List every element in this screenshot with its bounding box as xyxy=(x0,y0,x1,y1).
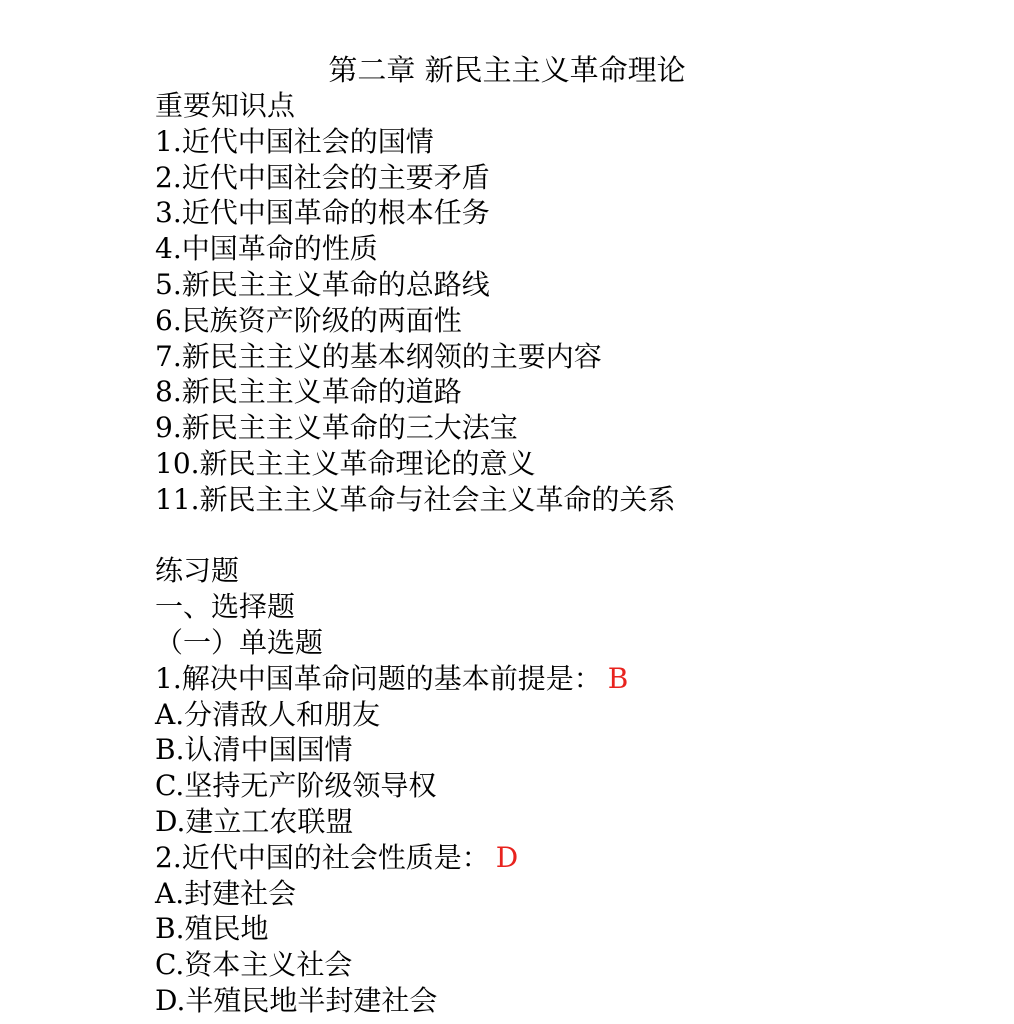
answer-mark: D xyxy=(495,840,519,874)
question-option: C.坚持无产阶级领导权 xyxy=(155,769,437,803)
question-stem xyxy=(155,840,995,876)
key-point-item: 10.新民主主义革命理论的意义 xyxy=(155,446,536,480)
key-point-item: 1.近代中国社会的国情 xyxy=(155,124,434,158)
key-point-item: 8.新民主主义革命的道路 xyxy=(155,375,462,409)
blank-line xyxy=(155,518,995,554)
document-body xyxy=(155,88,995,1019)
chapter-title: 第二章 新民主主义革命理论 xyxy=(328,53,686,87)
question-option: A.封建社会 xyxy=(155,876,297,910)
question-option: A.分清敌人和朋友 xyxy=(155,697,381,731)
key-point-item: 7.新民主主义的基本纲领的主要内容 xyxy=(155,339,602,373)
question-1 xyxy=(155,661,995,840)
question-option: B.认清中国国情 xyxy=(155,733,353,767)
question-option: D.建立工农联盟 xyxy=(155,804,354,838)
key-point-item: 4.中国革命的性质 xyxy=(155,232,378,266)
key-point-item: 6.民族资产阶级的两面性 xyxy=(155,303,462,337)
question-text: 1.解决中国革命问题的基本前提是： xyxy=(155,661,602,695)
key-point-item: 9.新民主主义革命的三大法宝 xyxy=(155,411,518,445)
key-points-heading: 重要知识点 xyxy=(155,89,296,122)
question-option: B.殖民地 xyxy=(155,912,269,946)
question-option: C.资本主义社会 xyxy=(155,948,353,982)
question-stem xyxy=(155,661,995,697)
subsection-heading: （一）单选题 xyxy=(155,625,324,659)
key-points-list xyxy=(155,124,995,518)
key-point-item: 3.近代中国革命的根本任务 xyxy=(155,196,490,230)
answer-mark: B xyxy=(607,661,629,695)
question-2 xyxy=(155,840,995,1019)
key-point-item: 2.近代中国社会的主要矛盾 xyxy=(155,160,490,194)
question-text: 2.近代中国的社会性质是： xyxy=(155,840,490,874)
exercises-heading: 练习题 xyxy=(155,554,240,588)
question-option: D.半殖民地半封建社会 xyxy=(155,983,438,1017)
key-point-item: 11.新民主主义革命与社会主义革命的关系 xyxy=(155,482,676,516)
section-heading: 一、选择题 xyxy=(155,590,296,624)
key-point-item: 5.新民主主义革命的总路线 xyxy=(155,267,490,301)
